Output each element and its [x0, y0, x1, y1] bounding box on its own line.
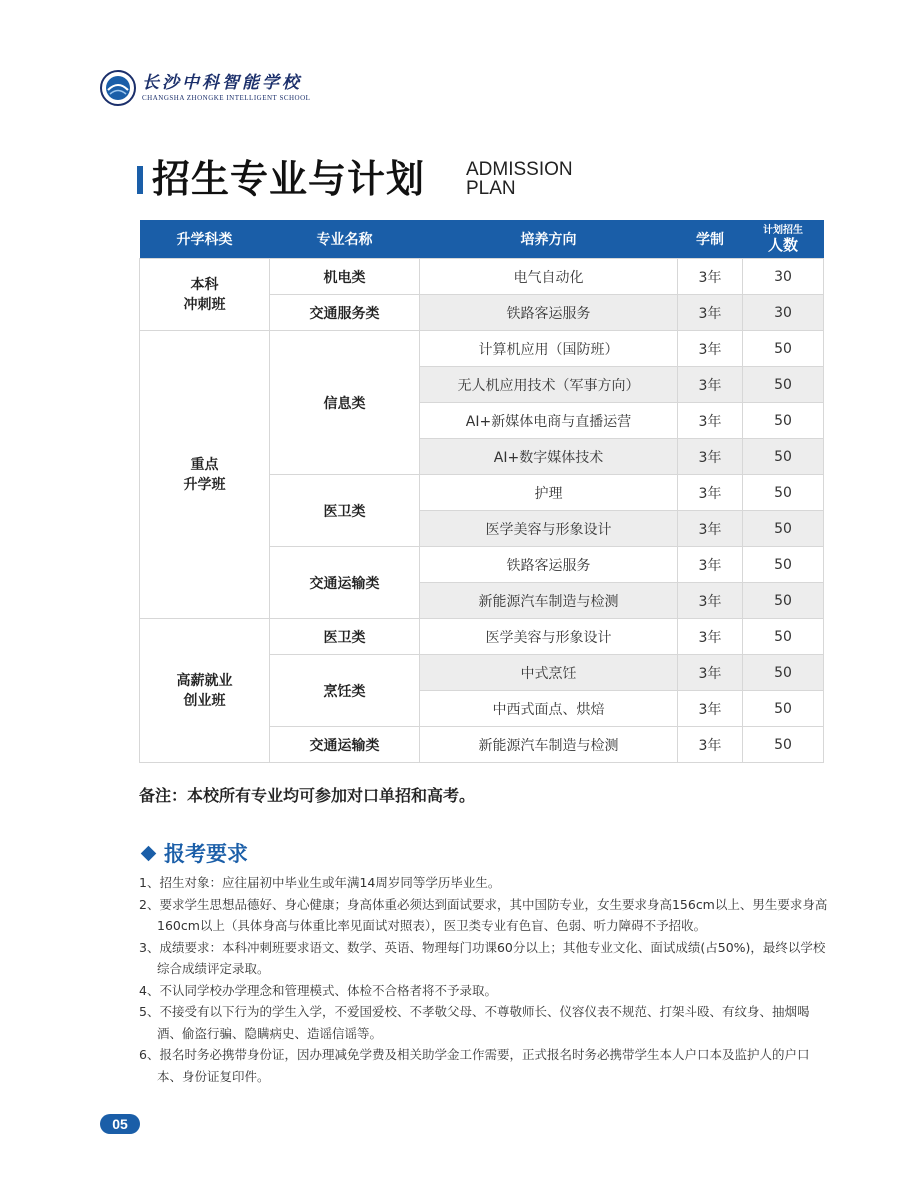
direction-cell: 新能源汽车制造与检测	[420, 727, 678, 763]
direction-cell: AI+新媒体电商与直播运营	[420, 403, 678, 439]
requirements-heading	[139, 838, 248, 868]
years-cell: 3年	[678, 439, 743, 475]
major-cell: 信息类	[270, 331, 420, 475]
major-cell: 医卫类	[270, 619, 420, 655]
school-name-cn: 长沙中科智能学校	[142, 73, 302, 93]
admission-plan-table	[139, 220, 824, 763]
direction-cell: 中式烹饪	[420, 655, 678, 691]
years-cell: 3年	[678, 727, 743, 763]
quota-cell: 30	[743, 295, 824, 331]
header-major: 专业名称	[270, 220, 420, 259]
table-row	[140, 259, 824, 295]
major-cell: 机电类	[270, 259, 420, 295]
page-number: 05	[100, 1114, 140, 1134]
header-years: 学制	[678, 220, 743, 259]
header-quota-small: 计划招生	[763, 224, 803, 236]
quota-cell: 50	[743, 439, 824, 475]
years-cell: 3年	[678, 583, 743, 619]
title-accent-bar	[137, 166, 143, 194]
category-line1: 本科	[190, 276, 219, 293]
quota-cell: 50	[743, 583, 824, 619]
table-header-row	[140, 220, 824, 259]
page-title-en-line1: ADMISSION	[466, 159, 573, 180]
header-direction: 培养方向	[420, 220, 678, 259]
requirements-title: 报考要求	[164, 842, 248, 866]
list-item: 1、招生对象：应往届初中毕业生或年满14周岁同等学历毕业生。	[139, 875, 501, 890]
years-cell: 3年	[678, 547, 743, 583]
diamond-icon	[141, 845, 157, 861]
quota-cell: 50	[743, 331, 824, 367]
quota-cell: 50	[743, 511, 824, 547]
header-category: 升学科类	[140, 220, 270, 259]
years-cell: 3年	[678, 295, 743, 331]
direction-cell: 无人机应用技术（军事方向）	[420, 367, 678, 403]
years-cell: 3年	[678, 367, 743, 403]
school-name-en: CHANGSHA ZHONGKE INTELLIGENT SCHOOL	[142, 94, 311, 102]
years-cell: 3年	[678, 403, 743, 439]
category-cell	[140, 259, 270, 331]
direction-cell: 电气自动化	[420, 259, 678, 295]
header-quota-big: 人数	[767, 235, 798, 254]
page-title-en	[466, 160, 573, 198]
direction-cell: 医学美容与形象设计	[420, 619, 678, 655]
quota-cell: 50	[743, 691, 824, 727]
direction-cell: 新能源汽车制造与检测	[420, 583, 678, 619]
list-item: 4、不认同学校办学理念和管理模式、体检不合格者将不予录取。	[139, 982, 497, 998]
quota-cell: 50	[743, 475, 824, 511]
list-item: 5、不接受有以下行为的学生入学，不爱国爱校、不孝敬父母、不尊敬师长、仪容仪表不规范、打架斗殴、有纹身、抽烟喝酒、偷盗行骗、隐瞒病史、造谣信谣等。	[139, 1004, 810, 1041]
list-item: 2、要求学生思想品德好、身心健康；身高体重必须达到面试要求，其中国防专业，女生要求身高156cm以上、男生要求身高160cm以上（具体身高与体重比率见面试对照表），医卫类专业有色盲、色弱、听力障碍不予招收。	[139, 896, 828, 933]
school-logo	[100, 70, 310, 106]
table-row	[140, 619, 824, 655]
quota-cell: 50	[743, 547, 824, 583]
table-note: 备注：本校所有专业均可参加对口单招和高考。	[139, 786, 476, 805]
years-cell: 3年	[678, 511, 743, 547]
header-quota	[743, 220, 824, 259]
quota-cell: 50	[743, 727, 824, 763]
major-cell: 交通运输类	[270, 727, 420, 763]
direction-cell: 护理	[420, 475, 678, 511]
quota-cell: 30	[743, 259, 824, 295]
years-cell: 3年	[678, 331, 743, 367]
quota-cell: 50	[743, 367, 824, 403]
category-line1: 高薪就业	[176, 672, 233, 689]
major-cell: 医卫类	[270, 475, 420, 547]
years-cell: 3年	[678, 475, 743, 511]
years-cell: 3年	[678, 655, 743, 691]
years-cell: 3年	[678, 619, 743, 655]
page-title-en-line2: PLAN	[466, 178, 516, 199]
category-line1: 重点	[190, 456, 219, 473]
direction-cell: 铁路客运服务	[420, 547, 678, 583]
major-cell: 交通服务类	[270, 295, 420, 331]
school-emblem-icon	[100, 70, 136, 106]
requirements-list	[139, 872, 829, 1087]
list-item: 6、报名时务必携带身份证，因办理减免学费及相关助学金工作需要，正式报名时务必携带学生本人户口本及监护人的户口本、身份证复印件。	[139, 1047, 810, 1084]
category-line2: 冲刺班	[183, 296, 226, 313]
direction-cell: 中西式面点、烘焙	[420, 691, 678, 727]
list-item: 3、成绩要求：本科冲刺班要求语文、数学、英语、物理每门功课60分以上；其他专业文化、面试成绩(占50%)，最终以学校综合成绩评定录取。	[139, 939, 826, 976]
category-cell	[140, 619, 270, 763]
years-cell: 3年	[678, 691, 743, 727]
direction-cell: 铁路客运服务	[420, 295, 678, 331]
quota-cell: 50	[743, 619, 824, 655]
direction-cell: AI+数字媒体技术	[420, 439, 678, 475]
table-row	[140, 331, 824, 367]
category-line2: 创业班	[183, 692, 226, 709]
quota-cell: 50	[743, 403, 824, 439]
major-cell: 烹饪类	[270, 655, 420, 727]
years-cell: 3年	[678, 259, 743, 295]
quota-cell: 50	[743, 655, 824, 691]
category-cell	[140, 331, 270, 619]
page-title: 招生专业与计划	[152, 157, 426, 201]
direction-cell: 医学美容与形象设计	[420, 511, 678, 547]
category-line2: 升学班	[183, 476, 226, 493]
major-cell: 交通运输类	[270, 547, 420, 619]
direction-cell: 计算机应用（国防班）	[420, 331, 678, 367]
